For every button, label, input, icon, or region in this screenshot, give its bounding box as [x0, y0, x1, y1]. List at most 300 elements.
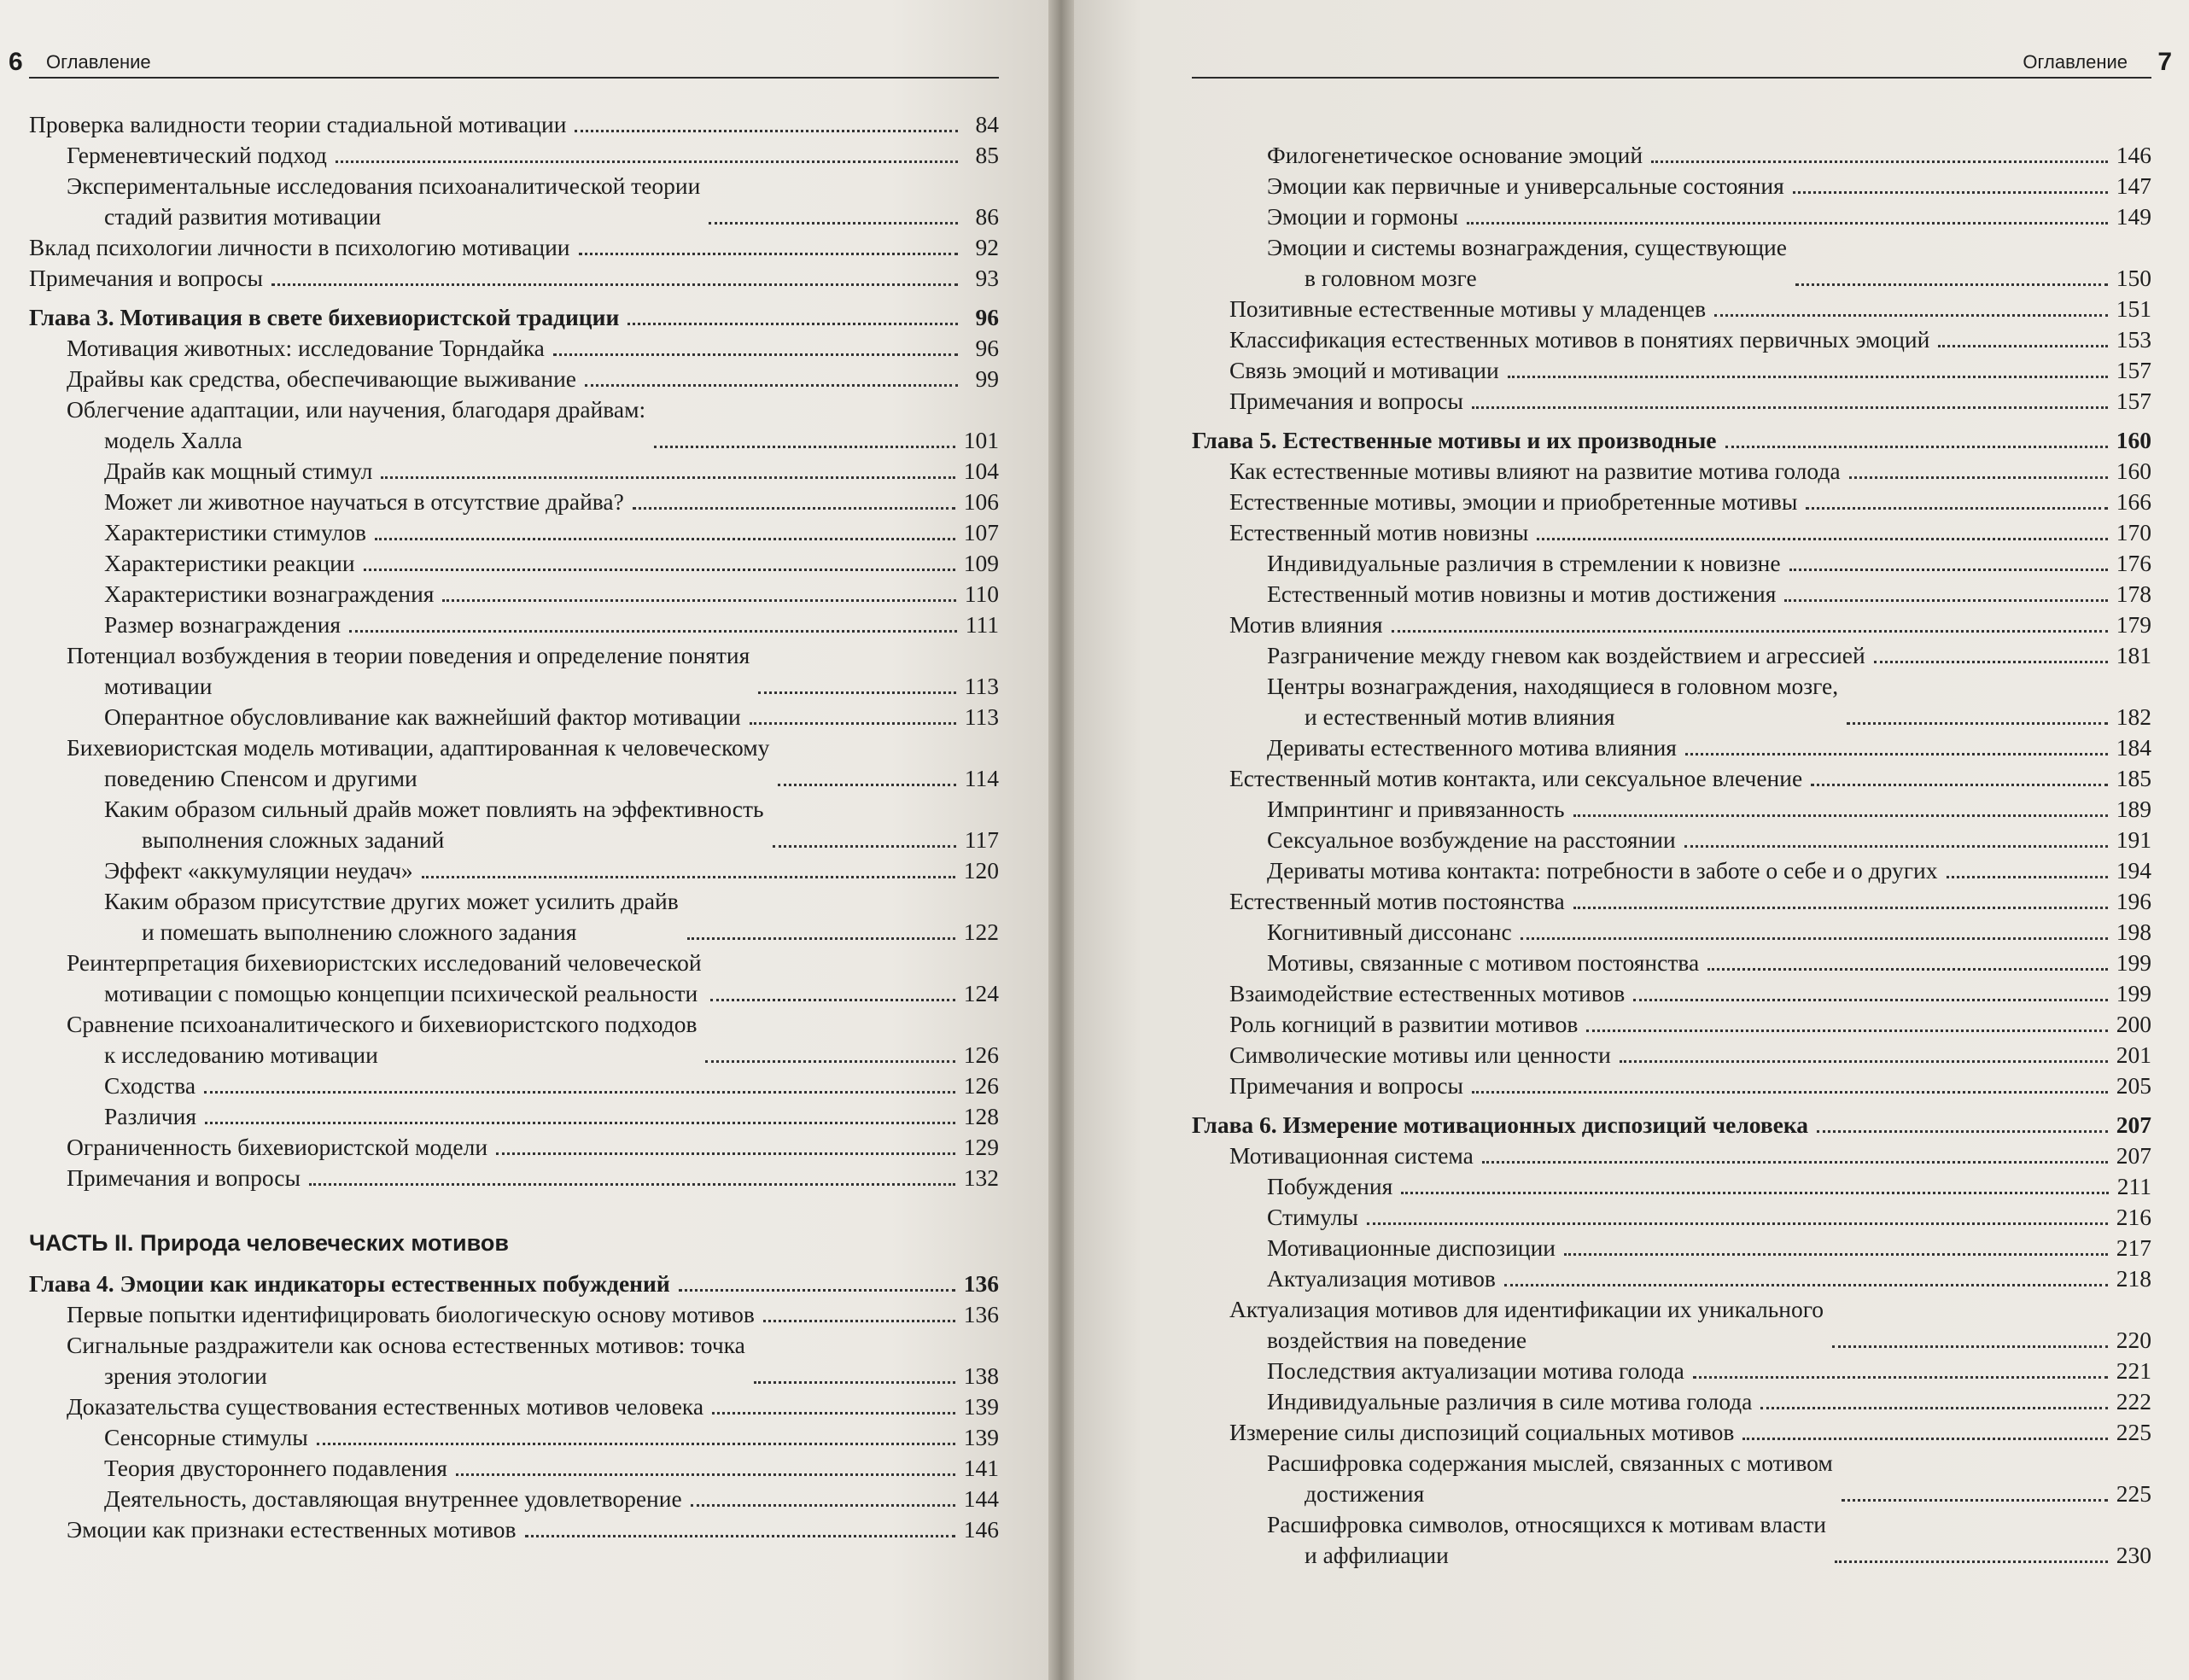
dot-leader: [1784, 599, 2107, 602]
toc-entry-text: Каким образом присутствие других может усилить драйв: [104, 888, 679, 914]
dot-leader: [1537, 538, 2107, 540]
toc-entry-title: [104, 487, 624, 517]
toc-entry: [29, 364, 999, 394]
toc-page-number: 225: [2116, 1419, 2151, 1445]
toc-entry-text: Индивидуальные различия в силе мотива голода: [1267, 1388, 1753, 1415]
dot-leader: [1707, 968, 2108, 971]
dot-leader: [750, 722, 956, 725]
toc-entry-text-continued: модель Халла: [104, 427, 242, 453]
toc-entry: [1192, 1009, 2151, 1040]
toc-entry-title: [67, 394, 645, 456]
toc-entry-text-continued: в головном мозге: [1305, 265, 1477, 291]
dot-leader: [1874, 661, 2108, 663]
toc-page-number: 196: [2116, 888, 2151, 914]
toc-entry-title: [104, 517, 366, 548]
toc-entry-text: Глава 5. Естественные мотивы и их производные: [1192, 427, 1717, 453]
toc-entry-title: [67, 1163, 301, 1193]
toc-entry: [1192, 1386, 2151, 1417]
dot-leader: [709, 222, 958, 225]
toc-entry: [29, 263, 999, 294]
toc-page-number: 184: [2116, 734, 2151, 761]
dot-leader: [1521, 937, 2108, 940]
toc-entry: [1192, 610, 2151, 640]
toc-entry-text: Сравнение психоаналитического и бихевиористского подходов: [67, 1011, 698, 1037]
toc-entry-title: [1267, 1386, 1752, 1417]
toc-page-number: 198: [2116, 919, 2151, 945]
toc-page-number: 126: [963, 1072, 999, 1099]
toc-page-number: 178: [2116, 580, 2151, 607]
toc-page-number: 136: [963, 1301, 999, 1327]
toc-entry-title: [1267, 140, 1643, 171]
toc-entry-text: Эмоции как признаки естественных мотивов: [67, 1516, 517, 1543]
toc-entry-text-continued: и естественный мотив влияния: [1305, 703, 1615, 730]
toc-entry-text: Расшифровка содержания мыслей, связанных с мотивом: [1267, 1450, 1833, 1476]
toc-entry-text: Сексуальное возбуждение на расстоянии: [1267, 826, 1676, 853]
dot-leader: [1685, 753, 2108, 755]
toc-entry-text: Дериваты естественного мотива влияния: [1267, 734, 1677, 761]
toc-page-number: 139: [963, 1424, 999, 1450]
toc-entry-title: [1267, 794, 1565, 825]
toc-entry-text: Сенсорные стимулы: [104, 1424, 308, 1450]
toc-entry-title: [1229, 355, 1499, 386]
toc-entry: [29, 517, 999, 548]
toc-page-number: 222: [2116, 1388, 2151, 1415]
toc-entry-text: Глава 4. Эмоции как индикаторы естественных побуждений: [29, 1270, 670, 1297]
dot-leader: [1817, 1130, 2108, 1133]
toc-entry-text: Эмоции и системы вознаграждения, существующие: [1267, 234, 1787, 260]
toc-entry-text: Разграничение между гневом как воздействием и агрессией: [1267, 642, 1865, 668]
dot-leader: [336, 160, 958, 163]
toc-entry-title: [104, 579, 434, 610]
toc-entry: [29, 1132, 999, 1163]
toc-entry-text: Размер вознаграждения: [104, 611, 341, 638]
dot-leader: [205, 1122, 955, 1124]
toc-entry-title: [1267, 201, 1458, 232]
toc-page-number: 126: [963, 1041, 999, 1068]
toc-entry: [1192, 579, 2151, 610]
toc-chapter-entry: [1192, 425, 2151, 456]
toc-entry: [1192, 201, 2151, 232]
toc-entry: [29, 855, 999, 886]
dot-leader: [1472, 406, 2108, 409]
toc-page-number: 207: [2116, 1111, 2151, 1138]
toc-entry: [1192, 917, 2151, 948]
dot-leader: [773, 845, 956, 848]
toc-entry: [29, 1422, 999, 1453]
toc-entry: [29, 456, 999, 487]
toc-entry-title: [104, 794, 764, 855]
dot-leader: [1847, 722, 2108, 725]
toc-page-number: 153: [2116, 326, 2151, 353]
toc-entry-text: Побуждения: [1267, 1173, 1393, 1199]
dot-leader: [375, 538, 955, 540]
toc-entry-title: [1267, 671, 1838, 732]
toc-entry: [1192, 1140, 2151, 1171]
toc-entry-text: Каким образом сильный драйв может повлиять на эффективность: [104, 796, 764, 822]
dot-leader: [1714, 314, 2108, 317]
toc-entry-title: [1192, 425, 1717, 456]
dot-leader: [705, 1060, 954, 1063]
toc-entry-title: [1229, 1009, 1578, 1040]
toc-page-number: 157: [2116, 388, 2151, 414]
toc-entry: [29, 610, 999, 640]
toc-entry-text: Герменевтический подход: [67, 142, 327, 168]
toc-entry: [1192, 1040, 2151, 1070]
dot-leader: [1564, 1253, 2108, 1256]
toc-page-number: 85: [975, 142, 999, 168]
toc-page-number: 136: [963, 1270, 999, 1297]
toc-page-number: 92: [975, 234, 999, 260]
toc-entry: [1192, 324, 2151, 355]
toc-entry-title: [1229, 386, 1463, 417]
toc-entry: [29, 232, 999, 263]
dot-leader: [585, 384, 958, 387]
right-running-head: [1192, 0, 2172, 89]
toc-entry-text: Вклад психологии личности в психологию мотивации: [29, 234, 570, 260]
toc-entry-title: [1229, 487, 1797, 517]
toc-entry-title: [29, 263, 263, 294]
dot-leader: [691, 1504, 955, 1507]
dot-leader: [1508, 376, 2108, 378]
toc-entry-title: [67, 364, 576, 394]
left-page: [0, 0, 1048, 1680]
toc-page-number: 110: [964, 580, 999, 607]
toc-entry-text: Облегчение адаптации, или научения, благодаря драйвам:: [67, 396, 646, 423]
toc-chapter-entry: [1192, 1110, 2151, 1140]
toc-entry: [29, 171, 999, 232]
left-running-head-title: Оглавление: [46, 51, 151, 73]
toc-page-number: 106: [963, 488, 999, 515]
toc-entry-title: [67, 333, 545, 364]
toc-page-number: 120: [963, 857, 999, 884]
dot-leader: [763, 1320, 955, 1322]
dot-leader: [710, 999, 955, 1001]
dot-leader: [1832, 1345, 2108, 1348]
toc-entry-title: [1267, 171, 1784, 201]
toc-entry: [29, 640, 999, 702]
toc-entry: [1192, 487, 2151, 517]
toc-page-number: 128: [963, 1103, 999, 1129]
toc-entry-text: Драйв как мощный стимул: [104, 458, 373, 484]
left-running-head: [9, 0, 999, 89]
toc-entry-text: Естественный мотив постоянства: [1229, 888, 1565, 914]
toc-entry: [1192, 1356, 2151, 1386]
toc-entry-title: [1267, 640, 1865, 671]
toc-entry: [29, 394, 999, 456]
toc-entry-text: Различия: [104, 1103, 196, 1129]
toc-page-number: 84: [975, 111, 999, 137]
toc-list: [1192, 140, 2151, 1571]
toc-entry-text: Символические мотивы или ценности: [1229, 1041, 1611, 1068]
toc-entry: [1192, 386, 2151, 417]
toc-page-number: 150: [2116, 265, 2151, 291]
toc-entry-text-continued: мотивации: [104, 673, 213, 699]
toc-entry-title: [1229, 978, 1625, 1009]
toc-entry-text: Мотивационная система: [1229, 1142, 1474, 1169]
toc-entry-title: [1267, 855, 1938, 886]
dot-leader: [1806, 507, 2107, 510]
dot-leader: [1835, 1560, 2108, 1563]
dot-leader: [1472, 1091, 2108, 1094]
toc-entry: [1192, 794, 2151, 825]
dot-leader: [754, 1381, 955, 1384]
toc-page-number: 107: [963, 519, 999, 545]
toc-page-number: 109: [963, 550, 999, 576]
dot-leader: [1573, 907, 2108, 909]
toc-entry-title: [1229, 517, 1528, 548]
dot-leader: [422, 876, 955, 878]
toc-entry-title: [1267, 1448, 1833, 1509]
toc-page-number: 205: [2116, 1072, 2151, 1099]
right-running-head-title: Оглавление: [2023, 51, 2128, 73]
toc-entry-title: [1229, 610, 1383, 640]
toc-entry-title: [1229, 1417, 1734, 1448]
toc-entry-text-continued: и помешать выполнению сложного задания: [142, 919, 577, 945]
toc-entry-text: Дериваты мотива контакта: потребности в заботе о себе и о других: [1267, 857, 1938, 884]
toc-entry-text: Примечания и вопросы: [67, 1164, 301, 1191]
dot-leader: [579, 253, 958, 255]
toc-entry-text: Актуализация мотивов для идентификации их уникального: [1229, 1296, 1824, 1322]
dot-leader: [1482, 1161, 2108, 1164]
toc-entry-text: Может ли животное научаться в отсутствие драйва?: [104, 488, 624, 515]
toc-entry-text: Филогенетическое основание эмоций: [1267, 142, 1643, 168]
toc-entry-text: Сходства: [104, 1072, 196, 1099]
toc-entry-text: Позитивные естественные мотивы у младенцев: [1229, 295, 1707, 322]
toc-entry-text: Эмоции и гормоны: [1267, 203, 1458, 230]
toc-page-number: 146: [963, 1516, 999, 1543]
toc-page-number: 181: [2116, 642, 2151, 668]
toc-entry-text: Когнитивный диссонанс: [1267, 919, 1512, 945]
toc-page-number: 218: [2116, 1265, 2151, 1292]
toc-entry-title: [1229, 1040, 1611, 1070]
toc-entry: [1192, 1294, 2151, 1356]
toc-entry: [29, 140, 999, 171]
toc-page-number: 113: [964, 673, 999, 699]
toc-entry-text: Характеристики вознаграждения: [104, 580, 435, 607]
toc-entry-text: Как естественные мотивы влияют на развитие мотива голода: [1229, 458, 1841, 484]
toc-entry: [1192, 978, 2151, 1009]
toc-entry: [1192, 1417, 2151, 1448]
dot-leader: [1760, 1407, 2107, 1409]
toc-page-number: 185: [2116, 765, 2151, 791]
toc-entry: [1192, 1202, 2151, 1233]
toc-entry-text: Глава 3. Мотивация в свете бихевиористской традиции: [29, 304, 620, 330]
toc-entry-text: Бихевиористская модель мотивации, адаптированная к человеческому: [67, 734, 770, 761]
toc-entry: [1192, 886, 2151, 917]
toc-entry: [1192, 1448, 2151, 1509]
toc-entry-title: [1267, 1509, 1826, 1571]
toc-page-number: 138: [963, 1362, 999, 1389]
toc-page-number: 201: [2116, 1041, 2151, 1068]
toc-entry-text: Реинтерпретация бихевиористских исследований человеческой: [67, 949, 702, 976]
toc-entry-text: Последствия актуализации мотива голода: [1267, 1357, 1684, 1384]
dot-leader: [1947, 876, 2108, 878]
toc-entry-text: Актуализация мотивов: [1267, 1265, 1496, 1292]
toc-entry: [1192, 355, 2151, 386]
toc-page-number: 225: [2116, 1480, 2151, 1507]
toc-entry-text: Естественный мотив новизны и мотив достижения: [1267, 580, 1777, 607]
toc-entry: [29, 886, 999, 948]
dot-leader: [1684, 845, 2108, 848]
toc-entry-text: Классификация естественных мотивов в понятиях первичных эмоций: [1229, 326, 1930, 353]
toc-entry-text-continued: стадий развития мотивации: [104, 203, 382, 230]
toc-entry-title: [1229, 324, 1929, 355]
toc-entry-text: Эмоции как первичные и универсальные состояния: [1267, 172, 1784, 199]
toc-entry-title: [1229, 1294, 1824, 1356]
right-page-number: 7: [2157, 48, 2172, 76]
toc-page-number: 124: [963, 980, 999, 1006]
dot-leader: [1693, 1376, 2108, 1379]
dot-leader: [456, 1473, 955, 1476]
toc-entry-title: [104, 1101, 196, 1132]
toc-page-number: 96: [975, 304, 999, 330]
dot-leader: [271, 283, 958, 286]
toc-page-number: 200: [2116, 1011, 2151, 1037]
toc-page-number: 217: [2116, 1234, 2151, 1261]
dot-leader: [1742, 1438, 2107, 1440]
dot-leader: [1842, 1499, 2108, 1502]
toc-entry-text: Потенциал возбуждения в теории поведения и определение понятия: [67, 642, 750, 668]
toc-entry-text: Стимулы: [1267, 1204, 1358, 1230]
toc-page-number: 93: [975, 265, 999, 291]
toc-entry-text: Примечания и вопросы: [29, 265, 263, 291]
toc-entry-text-continued: достижения: [1305, 1480, 1425, 1507]
toc-page-number: 216: [2116, 1204, 2151, 1230]
toc-entry-title: [1267, 1171, 1392, 1202]
toc-entry-text: Естественный мотив контакта, или сексуальное влечение: [1229, 765, 1803, 791]
toc-entry: [1192, 1171, 2151, 1202]
toc-entry: [1192, 171, 2151, 201]
dot-leader: [1811, 784, 2108, 786]
toc-entry-title: [67, 1514, 517, 1545]
toc-entry-title: [104, 855, 413, 886]
toc-entry-text: Теория двустороннего подавления: [104, 1455, 447, 1481]
toc-entry-text: Глава 6. Измерение мотивационных диспозиций человека: [1192, 1111, 1809, 1138]
toc-entry-text-continued: зрения этологии: [104, 1362, 267, 1389]
toc-entry-text: Примечания и вопросы: [1229, 1072, 1463, 1099]
toc-entry: [29, 1299, 999, 1330]
toc-entry-title: [104, 1484, 682, 1514]
header-rule: [29, 77, 999, 79]
dot-leader: [1795, 283, 2108, 286]
toc-entry: [29, 548, 999, 579]
toc-entry-title: [1267, 1233, 1556, 1263]
toc-entry: [1192, 294, 2151, 324]
toc-entry: [1192, 1070, 2151, 1101]
toc-page-number: 99: [975, 365, 999, 392]
dot-leader: [1401, 1192, 2109, 1194]
toc-page-number: 191: [2116, 826, 2151, 853]
toc-page-number: 220: [2116, 1327, 2151, 1353]
toc-entry-title: [104, 886, 679, 948]
toc-page-number: 182: [2116, 703, 2151, 730]
toc-entry-title: [104, 1422, 308, 1453]
dot-leader: [1586, 1030, 2107, 1032]
book-gutter: [1048, 0, 1074, 1680]
dot-leader: [442, 599, 955, 602]
toc-entry: [29, 702, 999, 732]
dot-leader: [628, 323, 958, 325]
toc-list: [29, 1269, 999, 1545]
toc-page-number: 96: [975, 335, 999, 361]
toc-entry: [1192, 825, 2151, 855]
dot-leader: [496, 1152, 955, 1155]
right-page: [1074, 0, 2189, 1680]
toc-entry: [29, 1163, 999, 1193]
toc-entry: [1192, 1263, 2151, 1294]
toc-entry-title: [67, 948, 702, 1009]
toc-entry-text: Эффект «аккумуляции неудач»: [104, 857, 413, 884]
toc-entry-text: Характеристики стимулов: [104, 519, 366, 545]
dot-leader: [1793, 191, 2108, 194]
toc-entry: [29, 1330, 999, 1391]
toc-page-number: 160: [2116, 458, 2151, 484]
toc-entry-title: [104, 1070, 196, 1101]
toc-page-number: 221: [2116, 1357, 2151, 1384]
toc-entry: [1192, 232, 2151, 294]
toc-page-number: 147: [2116, 172, 2151, 199]
toc-entry: [29, 487, 999, 517]
toc-entry-title: [67, 1330, 745, 1391]
header-rule: [1192, 77, 2151, 79]
toc-entry-title: [104, 610, 341, 640]
toc-entry-title: [1267, 232, 1787, 294]
dot-leader: [687, 937, 955, 940]
toc-entry: [29, 732, 999, 794]
toc-page-number: 207: [2116, 1142, 2151, 1169]
dot-leader: [654, 446, 955, 448]
toc-page-number: 179: [2116, 611, 2151, 638]
toc-entry-text-continued: выполнения сложных заданий: [142, 826, 445, 853]
dot-leader: [1573, 814, 2108, 817]
toc-entry-text: Естественный мотив новизны: [1229, 519, 1529, 545]
toc-page-number: 117: [964, 826, 999, 853]
toc-entry: [1192, 548, 2151, 579]
toc-entry-text: Мотивация животных: исследование Торндайка: [67, 335, 545, 361]
toc-entry-text: Экспериментальные исследования психоаналитической теории: [67, 172, 701, 199]
toc-page-number: 104: [963, 458, 999, 484]
toc-entry-title: [1229, 763, 1802, 794]
toc-entry-title: [104, 702, 741, 732]
toc-page-number: 151: [2116, 295, 2151, 322]
toc-entry-text: Проверка валидности теории стадиальной мотивации: [29, 111, 567, 137]
dot-leader: [553, 353, 958, 356]
toc-entry: [1192, 456, 2151, 487]
dot-leader: [1651, 160, 2108, 163]
toc-entry: [29, 1101, 999, 1132]
toc-entry: [29, 1009, 999, 1070]
toc-entry-text: Мотивы, связанные с мотивом постоянства: [1267, 949, 1700, 976]
toc-entry-text: Первые попытки идентифицировать биологическую основу мотивов: [67, 1301, 755, 1327]
toc-entry-text: Ограниченность бихевиористской модели: [67, 1134, 488, 1160]
dot-leader: [1504, 1284, 2108, 1286]
toc-page-number: 149: [2116, 203, 2151, 230]
toc-entry: [29, 1514, 999, 1545]
toc-entry-title: [29, 232, 570, 263]
toc-entry-title: [1267, 1356, 1684, 1386]
toc-entry-title: [1229, 1140, 1474, 1171]
dot-leader: [1367, 1222, 2108, 1225]
toc-entry-title: [67, 1391, 703, 1422]
toc-entry: [1192, 140, 2151, 171]
dot-leader: [633, 507, 955, 510]
toc-entry-text: Индивидуальные различия в стремлении к новизне: [1267, 550, 1781, 576]
toc-entry-text: Деятельность, доставляющая внутреннее удовлетворение: [104, 1485, 682, 1512]
toc-entry-text-continued: мотивации с помощью концепции психической реальности: [104, 980, 698, 1006]
toc-entry-title: [1267, 548, 1781, 579]
toc-entry: [1192, 640, 2151, 671]
toc-page-number: 132: [963, 1164, 999, 1191]
